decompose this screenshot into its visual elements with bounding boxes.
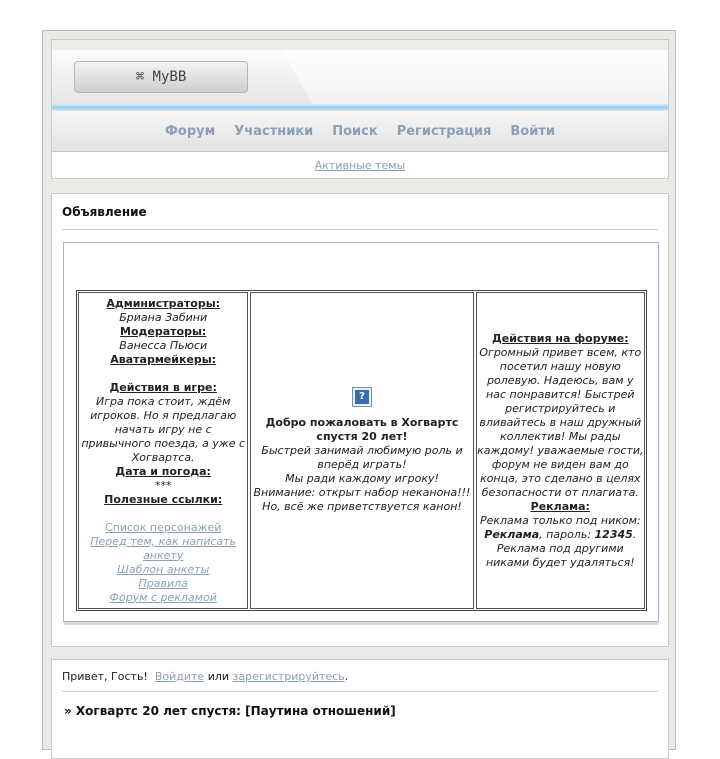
- staff-column: [78, 292, 248, 609]
- welcome-title: Добро пожаловать в Хогвартс спустя 20 лет!: [265, 416, 459, 443]
- game-actions-heading: Действия в игре:: [109, 380, 217, 394]
- welcome-line: Внимание: открыт набор неканона!!!: [253, 486, 471, 499]
- ads-heading: Реклама:: [530, 499, 590, 513]
- moderators-heading: Модераторы:: [120, 324, 207, 338]
- nav-register-link[interactable]: Регистрация: [396, 123, 492, 139]
- announcement-block: [51, 193, 669, 647]
- header-accent-line: [52, 104, 668, 111]
- announcement-title: Объявление: [62, 205, 147, 219]
- nav-members-link[interactable]: Участники: [234, 123, 314, 139]
- or-text: или: [207, 670, 230, 683]
- ads-nick: Реклама: [484, 527, 540, 541]
- nav-login-link[interactable]: Войти: [510, 123, 555, 139]
- announcement-table: [76, 290, 647, 611]
- useful-links-heading: Полезные ссылки:: [104, 492, 223, 506]
- announcement-divider: [62, 229, 658, 230]
- welcome-line: Быстрей занимай любимую роль и вперёд играть!: [261, 444, 463, 471]
- avatar-makers-heading: Аватармейкеры:: [110, 352, 217, 366]
- welcome-column: [250, 292, 473, 609]
- forum-actions-heading: Действия на форуме:: [491, 331, 629, 345]
- date-weather-text: ***: [154, 478, 172, 492]
- nav-search-link[interactable]: Поиск: [332, 123, 378, 139]
- admins-heading: Администраторы:: [106, 296, 221, 310]
- guest-divider: [62, 691, 658, 692]
- forum-logo[interactable]: [74, 61, 248, 93]
- forum-title: » Хогвартс 20 лет спустя: [Паутина отношений]: [64, 704, 396, 718]
- announcement-content: [63, 242, 659, 622]
- main-navigation: [52, 111, 668, 152]
- guest-panel: [51, 659, 669, 759]
- sub-navigation: [52, 152, 668, 178]
- forum-actions-text: Огромный привет всем, кто посетил нашу новую ролевую. Надеюсь, вам у нас понравится! Быстрей регистрируйтесь и вливайтесь в наш дружный коллектив! Мы рады каждому! уважаемые гости, форум не виден вам до конца, это сделано в целях безопасности от плагиата.: [477, 345, 644, 499]
- guest-greeting-line: [62, 670, 348, 683]
- characters-list-link[interactable]: Список персонажей: [104, 520, 222, 534]
- register-link[interactable]: зарегистрируйтесь: [232, 670, 345, 683]
- admins-names: Бриана Забини: [119, 310, 208, 324]
- ads-suffix: . Реклама под другими никами будет удаляться!: [485, 527, 637, 569]
- moderators-names: Ванесса Пьюси: [119, 338, 208, 352]
- ads-pass: 12345: [594, 527, 633, 541]
- game-actions-text: Игра пока стоит, ждём игроков. Но я предлагаю начать игру не с привычного поезда, а уже с Хогвартса.: [81, 394, 246, 464]
- forum-header: [51, 39, 669, 179]
- date-weather-heading: Дата и погода:: [115, 464, 211, 478]
- announcement-shadow: [64, 622, 659, 625]
- before-writing-link[interactable]: Перед тем, как написать анкету: [90, 534, 237, 562]
- ads-prefix: Реклама только под ником:: [479, 513, 641, 527]
- page-wrapper: [42, 30, 676, 750]
- active-topics-link[interactable]: Активные темы: [314, 158, 406, 172]
- ads-text: [477, 514, 644, 570]
- forum-actions-column: [476, 292, 645, 609]
- profile-template-link[interactable]: Шаблон анкеты: [117, 562, 210, 576]
- logo-text: ⌘ MyBB: [135, 69, 187, 85]
- ads-pass-label: , пароль:: [539, 527, 592, 541]
- question-mark-icon: ?: [352, 387, 372, 407]
- nav-forum-link[interactable]: Форум: [165, 123, 216, 139]
- welcome-line: Мы ради каждому игроку!: [285, 472, 439, 485]
- rules-link[interactable]: Правила: [138, 576, 188, 590]
- period: .: [344, 670, 349, 683]
- guest-greeting: Привет, Гость!: [62, 670, 148, 683]
- welcome-line: Но, всё же приветствуется канон!: [262, 500, 462, 513]
- login-link[interactable]: Войдите: [154, 670, 205, 683]
- ad-forum-link[interactable]: Форум с рекламой: [109, 590, 217, 604]
